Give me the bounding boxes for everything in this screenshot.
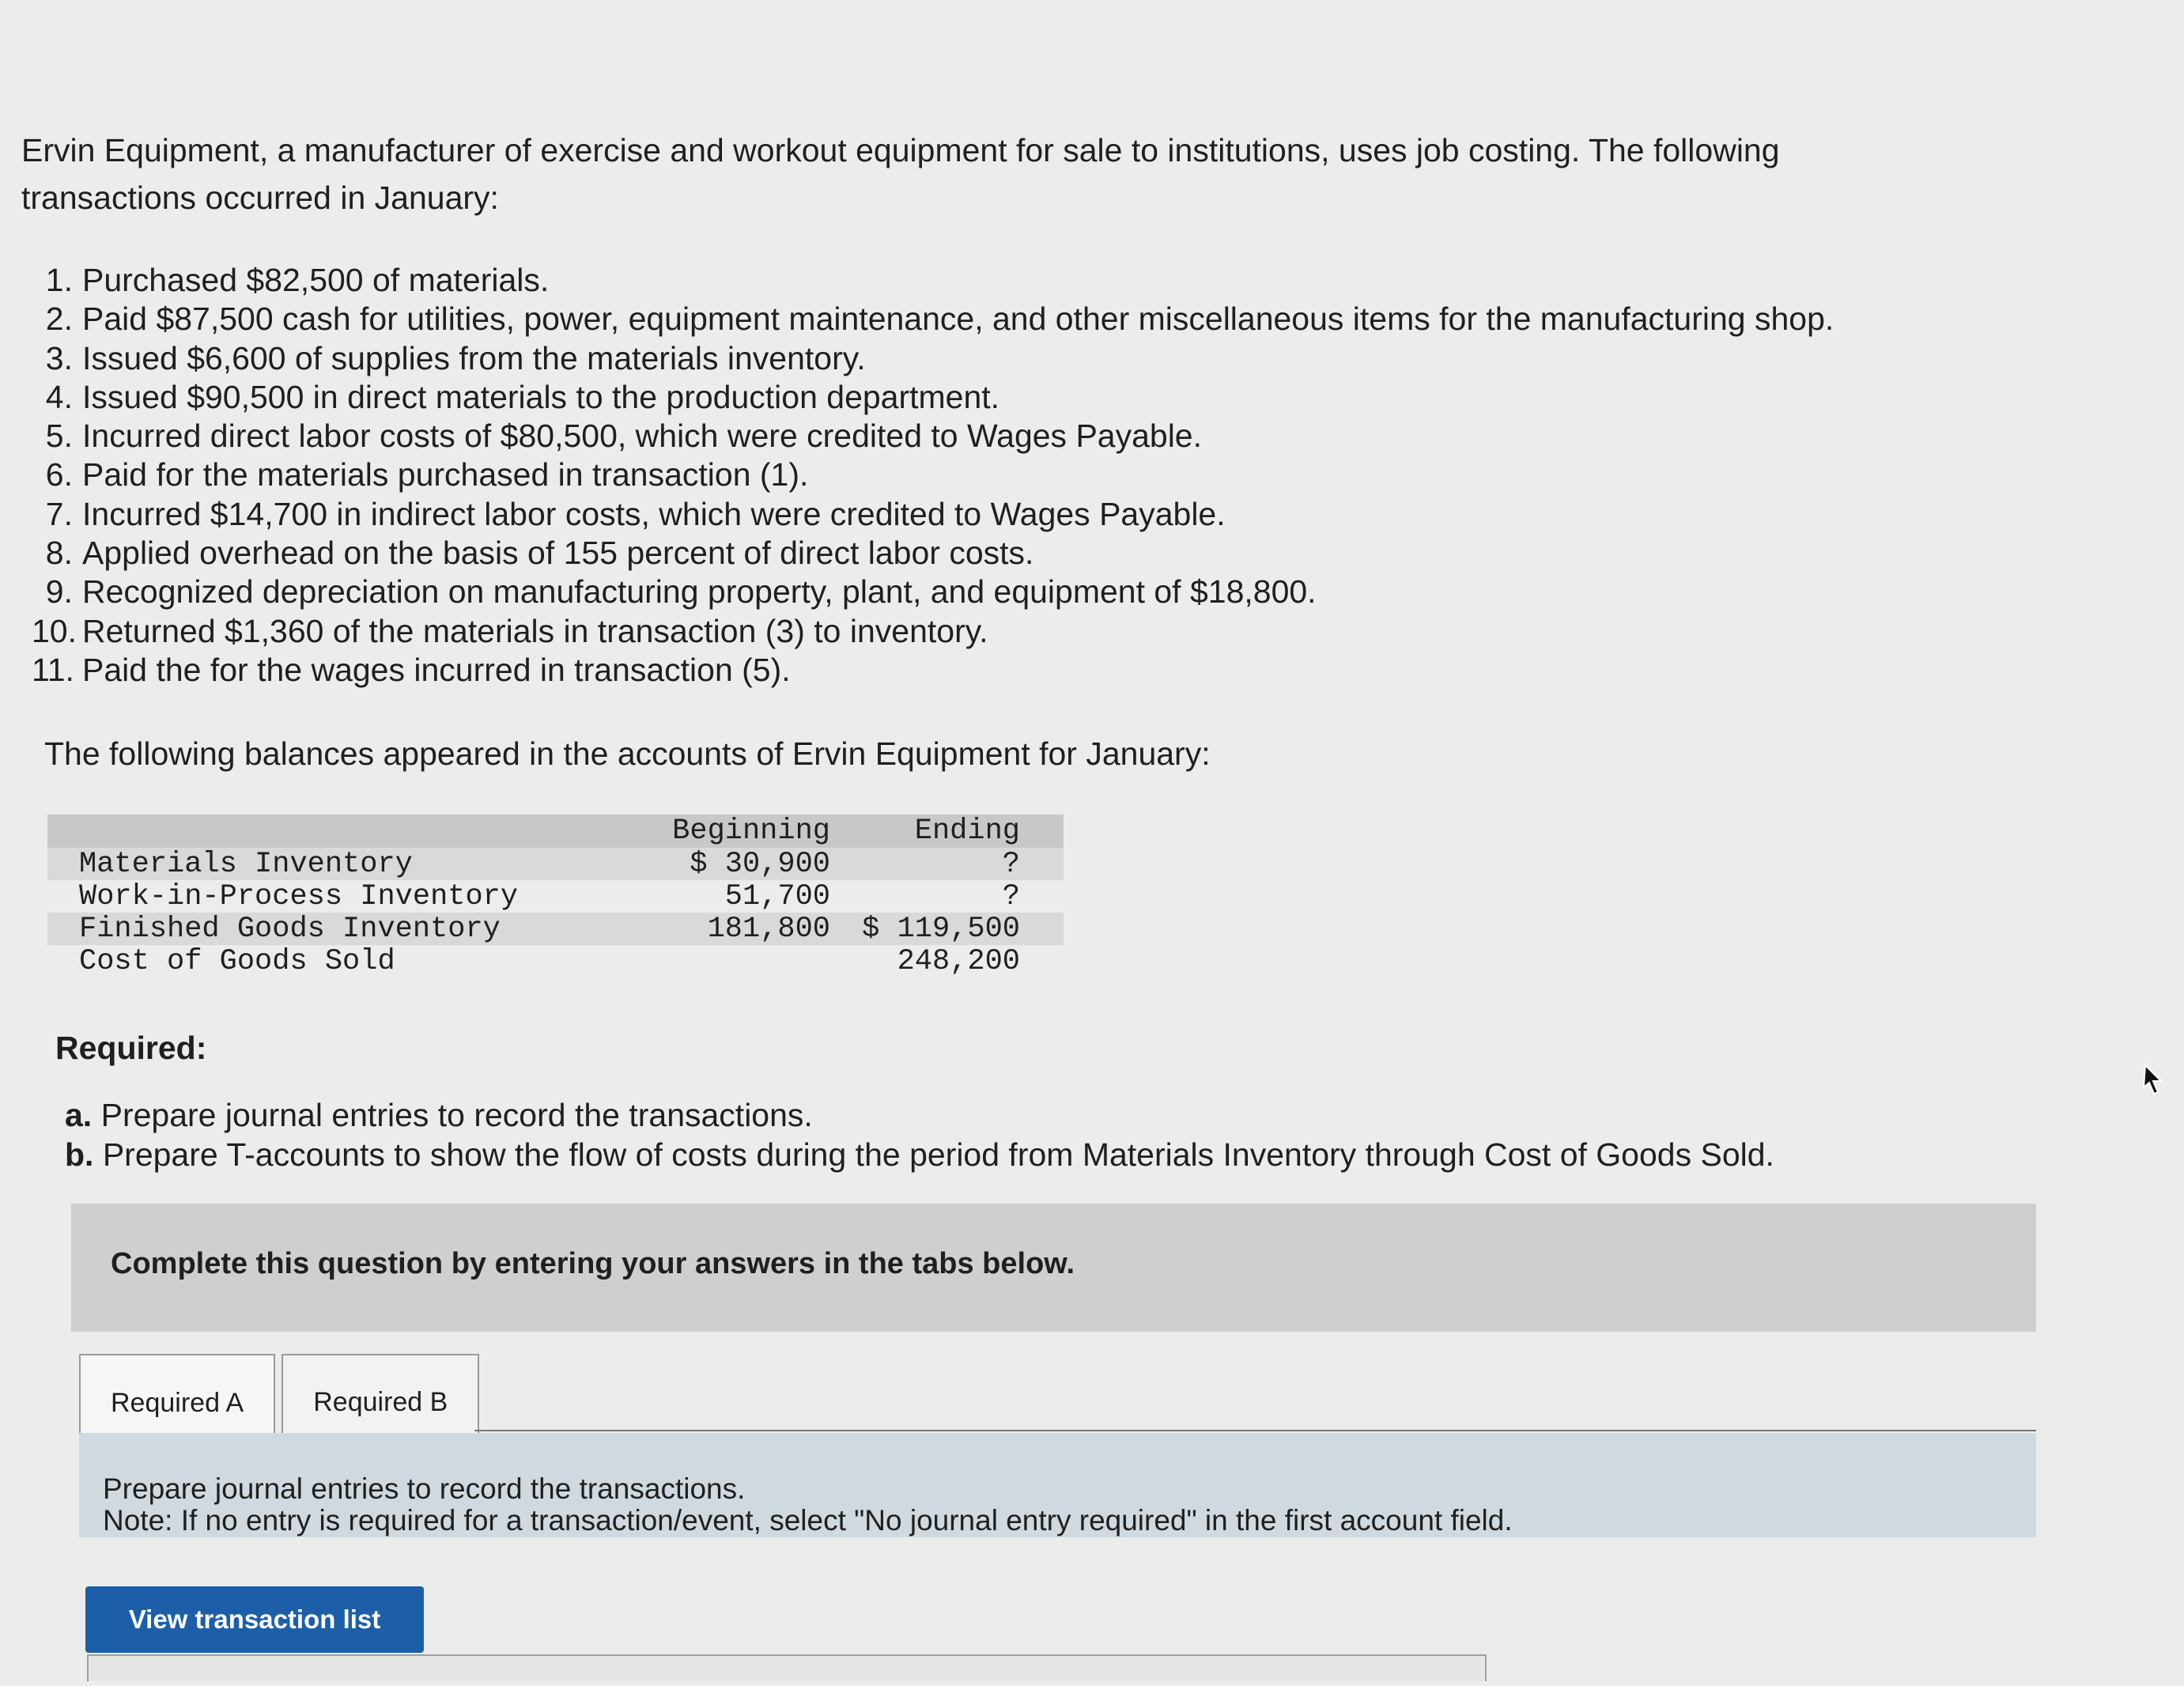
tab-divider (474, 1430, 2036, 1431)
instruction-text: Prepare journal entries to record the transactions. (103, 1472, 746, 1505)
header-ending: Ending (914, 815, 1020, 848)
table-row: Finished Goods Inventory 181,800 $ 119,500 (47, 913, 1064, 945)
list-item: 9. Recognized depreciation on manufacturing property, plant, and equipment of $18,800. (45, 573, 1317, 611)
required-list (65, 1095, 1774, 1174)
list-item: 2. Paid $87,500 cash for utilities, power, equipment maintenance, and other miscellaneous items for the manufacturing shop. (45, 301, 1834, 338)
list-item: 8. Applied overhead on the basis of 155 percent of direct labor costs. (45, 535, 1034, 572)
intro-line-1: Ervin Equipment, a manufacturer of exercise and workout equipment for sale to institutions, uses job costing. The following (21, 132, 1780, 168)
list-item: 7. Incurred $14,700 in indirect labor costs, which were credited to Wages Payable. (45, 495, 1226, 532)
instruction-note: Note: If no entry is required for a transaction/event, select "No journal entry required" in the first account field. (103, 1504, 1513, 1537)
tab-required-b[interactable]: Required B (282, 1354, 479, 1451)
view-transaction-list-button[interactable]: View transaction list (85, 1586, 424, 1653)
table-row: Materials Inventory $ 30,900 ? (47, 848, 1064, 880)
list-item: 3. Issued $6,600 of supplies from the materials inventory. (45, 339, 866, 376)
tab-instructions (79, 1433, 2036, 1537)
list-item: 5. Incurred direct labor costs of $80,500, which were credited to Wages Payable. (45, 418, 1203, 455)
required-item-a: a. Prepare journal entries to record the transactions. (65, 1097, 813, 1133)
journal-entry-area[interactable] (87, 1654, 1487, 1681)
balances-table (47, 815, 1064, 977)
table-header (47, 815, 1064, 848)
table-row: Work-in-Process Inventory 51,700 ? (79, 879, 1020, 913)
mouse-cursor-icon (2141, 1064, 2164, 1095)
banner-text: Complete this question by entering your answers in the tabs below. (111, 1247, 1075, 1280)
required-item-b: b. Prepare T-accounts to show the flow of costs during the period from Materials Inventory through Cost of Goods Sold. (65, 1136, 1774, 1173)
list-item: 11. Paid the for the wages incurred in transaction (5). (32, 651, 791, 688)
instruction-banner (71, 1204, 2036, 1332)
table-row: Cost of Goods Sold 248,200 (79, 944, 1020, 978)
problem-intro (21, 127, 1959, 221)
tab-required-a[interactable]: Required A (79, 1354, 275, 1451)
header-beginning: Beginning (672, 815, 830, 848)
transaction-list (32, 261, 1834, 690)
required-heading: Required: (55, 1030, 207, 1066)
list-item: 1. Purchased $82,500 of materials. (45, 262, 550, 298)
list-item: 4. Issued $90,500 in direct materials to the production department. (45, 378, 1000, 415)
balances-intro: The following balances appeared in the accounts of Ervin Equipment for January: (44, 735, 1211, 772)
intro-line-2: transactions occurred in January: (21, 180, 499, 216)
list-item: 6. Paid for the materials purchased in transaction (1). (45, 456, 809, 493)
list-item: 10. Returned $1,360 of the materials in transaction (3) to inventory. (32, 612, 988, 649)
